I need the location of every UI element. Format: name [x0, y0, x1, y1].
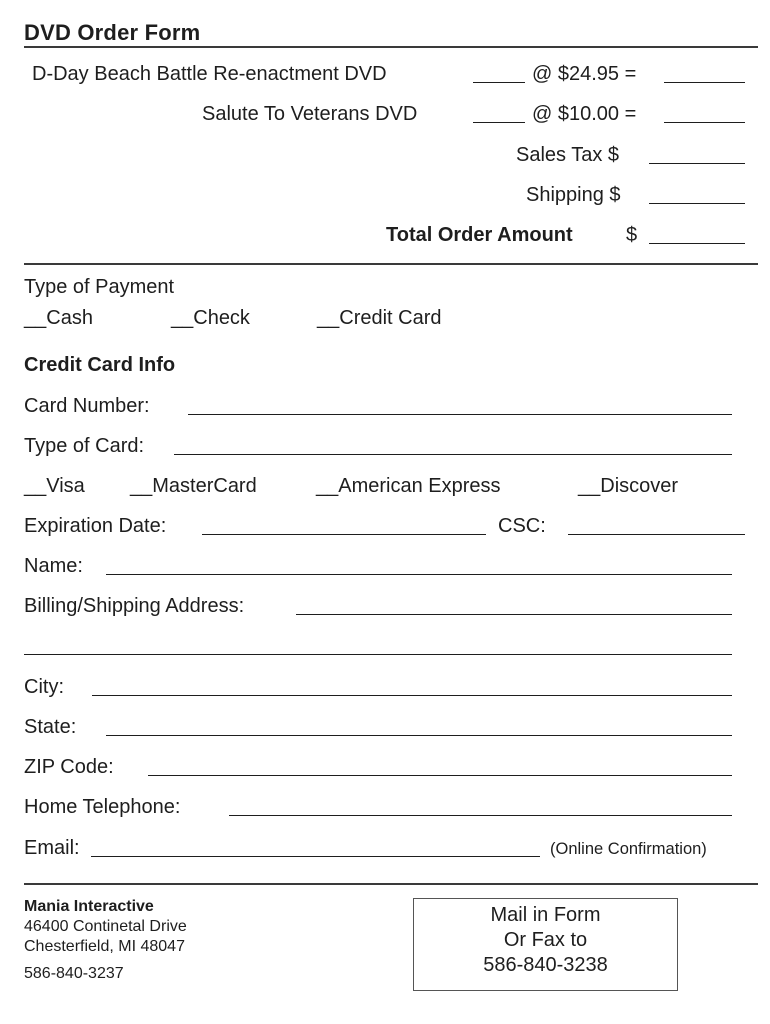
item2-price: @ $10.00 = — [532, 103, 637, 125]
payment-option-check[interactable]: __Check — [171, 307, 250, 329]
item1-quantity-field[interactable] — [473, 82, 525, 83]
zip-field[interactable] — [148, 775, 732, 776]
footer-divider — [24, 883, 758, 885]
address-label: Billing/Shipping Address: — [24, 595, 245, 617]
shipping-field[interactable] — [649, 203, 745, 204]
email-label: Email: — [24, 837, 80, 859]
name-field[interactable] — [106, 574, 732, 575]
item1-amount-field[interactable] — [664, 82, 745, 83]
total-field[interactable] — [649, 243, 745, 244]
mail-fax-line2: Or Fax to — [503, 929, 588, 951]
city-label: City: — [24, 676, 64, 698]
name-label: Name: — [24, 555, 83, 577]
item1-price: @ $24.95 = — [532, 63, 637, 85]
card-type-discover[interactable]: __Discover — [578, 475, 679, 497]
fax-number: 586-840-3238 — [483, 954, 608, 976]
item2-label: Salute To Veterans DVD — [202, 103, 418, 125]
state-field[interactable] — [106, 735, 732, 736]
csc-label: CSC: — [498, 515, 546, 537]
card-type-visa[interactable]: __Visa — [24, 475, 85, 497]
card-type-mastercard[interactable]: __MasterCard — [130, 475, 257, 497]
expiration-field[interactable] — [202, 534, 486, 535]
sales-tax-field[interactable] — [649, 163, 745, 164]
card-number-field[interactable] — [188, 414, 732, 415]
city-field[interactable] — [92, 695, 732, 696]
sales-tax-label: Sales Tax $ — [516, 144, 620, 166]
zip-label: ZIP Code: — [24, 756, 114, 778]
company-city-state: Chesterfield, MI 48047 — [24, 938, 185, 955]
email-note: (Online Confirmation) — [550, 840, 707, 858]
payment-option-cash[interactable]: __Cash — [24, 307, 93, 329]
phone-field[interactable] — [229, 815, 732, 816]
total-label: Total Order Amount — [386, 224, 573, 246]
shipping-label: Shipping $ — [526, 184, 621, 206]
item2-quantity-field[interactable] — [473, 122, 525, 123]
order-divider — [24, 263, 758, 265]
form-title: DVD Order Form — [24, 20, 201, 45]
phone-label: Home Telephone: — [24, 796, 181, 818]
total-currency: $ — [626, 224, 638, 246]
company-name: Mania Interactive — [24, 898, 154, 915]
address-field-line2[interactable] — [24, 654, 732, 655]
title-divider — [24, 46, 758, 48]
card-number-label: Card Number: — [24, 395, 150, 417]
item2-amount-field[interactable] — [664, 122, 745, 123]
address-field-line1[interactable] — [296, 614, 732, 615]
csc-field[interactable] — [568, 534, 745, 535]
card-type-american-express[interactable]: __American Express — [316, 475, 501, 497]
mail-fax-box — [413, 898, 678, 991]
item1-label: D-Day Beach Battle Re-enactment DVD — [32, 63, 387, 85]
state-label: State: — [24, 716, 77, 738]
credit-card-heading: Credit Card Info — [24, 354, 176, 376]
payment-option-credit-card[interactable]: __Credit Card — [317, 307, 442, 329]
expiration-label: Expiration Date: — [24, 515, 167, 537]
company-street: 46400 Continetal Drive — [24, 918, 187, 935]
type-of-card-field[interactable] — [174, 454, 732, 455]
payment-heading: Type of Payment — [24, 276, 175, 298]
email-field[interactable] — [91, 856, 540, 857]
type-of-card-label: Type of Card: — [24, 435, 145, 457]
company-phone: 586-840-3237 — [24, 965, 124, 982]
mail-fax-line1: Mail in Form — [490, 904, 601, 926]
